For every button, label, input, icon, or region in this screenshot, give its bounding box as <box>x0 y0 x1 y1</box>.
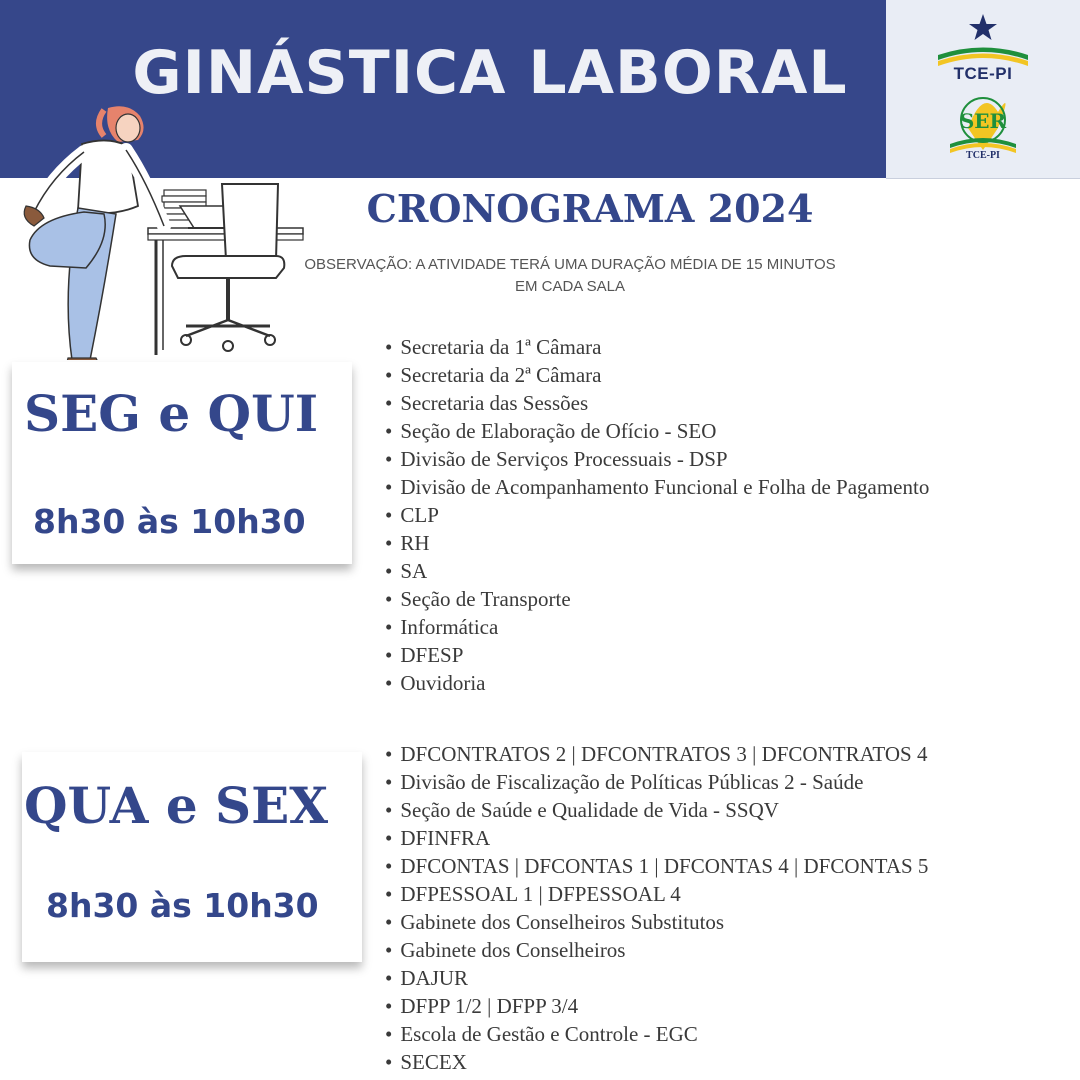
list-item: • DFPP 1/2 | DFPP 3/4 <box>385 992 928 1020</box>
list-item: • DAJUR <box>385 964 928 992</box>
list-item: • Divisão de Serviços Processuais - DSP <box>385 445 929 473</box>
logo-panel <box>886 0 1080 179</box>
duration-note <box>280 254 860 298</box>
schedule-title: CRONOGRAMA 2024 <box>366 186 814 231</box>
duration-note-line-2: EM CADA SALA <box>514 278 626 295</box>
list-item: • Divisão de Fiscalização de Políticas Públicas 2 - Saúde <box>385 768 928 796</box>
room-list-qua-sex <box>385 740 928 1076</box>
page-title: GINÁSTICA LABORAL <box>132 38 848 108</box>
list-item: • Escola de Gestão e Controle - EGC <box>385 1020 928 1048</box>
time-label: 8h30 às 10h30 <box>46 886 319 925</box>
list-item: • DFCONTAS | DFCONTAS 1 | DFCONTAS 4 | DFCONTAS 5 <box>385 852 928 880</box>
days-label: QUA e SEX <box>24 776 329 835</box>
list-item: • SA <box>385 557 929 585</box>
woman-stretching-at-desk-illustration <box>0 100 305 360</box>
list-item: • Secretaria da 2ª Câmara <box>385 361 929 389</box>
list-item: • Seção de Elaboração de Ofício - SEO <box>385 417 929 445</box>
room-list-seg-qui <box>385 333 929 697</box>
list-item: • Gabinete dos Conselheiros Substitutos <box>385 908 928 936</box>
tce-pi-logo-text: TCE-PI <box>953 64 1013 83</box>
list-item: • Informática <box>385 613 929 641</box>
ser-logo-caption: TCE-PI <box>966 150 1000 161</box>
schedule-card-seg-qui <box>12 362 352 564</box>
list-item: • Seção de Transporte <box>385 585 929 613</box>
list-item: • RH <box>385 529 929 557</box>
list-item: • Seção de Saúde e Qualidade de Vida - SSQV <box>385 796 928 824</box>
list-item: • SECEX <box>385 1048 928 1076</box>
list-item: • Ouvidoria <box>385 669 929 697</box>
list-item: • Divisão de Acompanhamento Funcional e Folha de Pagamento <box>385 473 929 501</box>
list-item: • DFINFRA <box>385 824 928 852</box>
list-item: • DFCONTRATOS 2 | DFCONTRATOS 3 | DFCONTRATOS 4 <box>385 740 928 768</box>
time-label: 8h30 às 10h30 <box>33 502 306 541</box>
schedule-card-qua-sex <box>22 752 362 962</box>
list-item: • DFPESSOAL 1 | DFPESSOAL 4 <box>385 880 928 908</box>
duration-note-line-1: OBSERVAÇÃO: A ATIVIDADE TERÁ UMA DURAÇÃO MÉDIA DE 15 MINUTOS <box>304 256 836 273</box>
list-item: • DFESP <box>385 641 929 669</box>
ser-program-logo-icon <box>886 96 1080 176</box>
days-label: SEG e QUI <box>24 384 319 443</box>
list-item: • CLP <box>385 501 929 529</box>
list-item: • Secretaria das Sessões <box>385 389 929 417</box>
ser-mark-text: SER <box>959 109 1007 133</box>
list-item: • Gabinete dos Conselheiros <box>385 936 928 964</box>
list-item: • Secretaria da 1ª Câmara <box>385 333 929 361</box>
